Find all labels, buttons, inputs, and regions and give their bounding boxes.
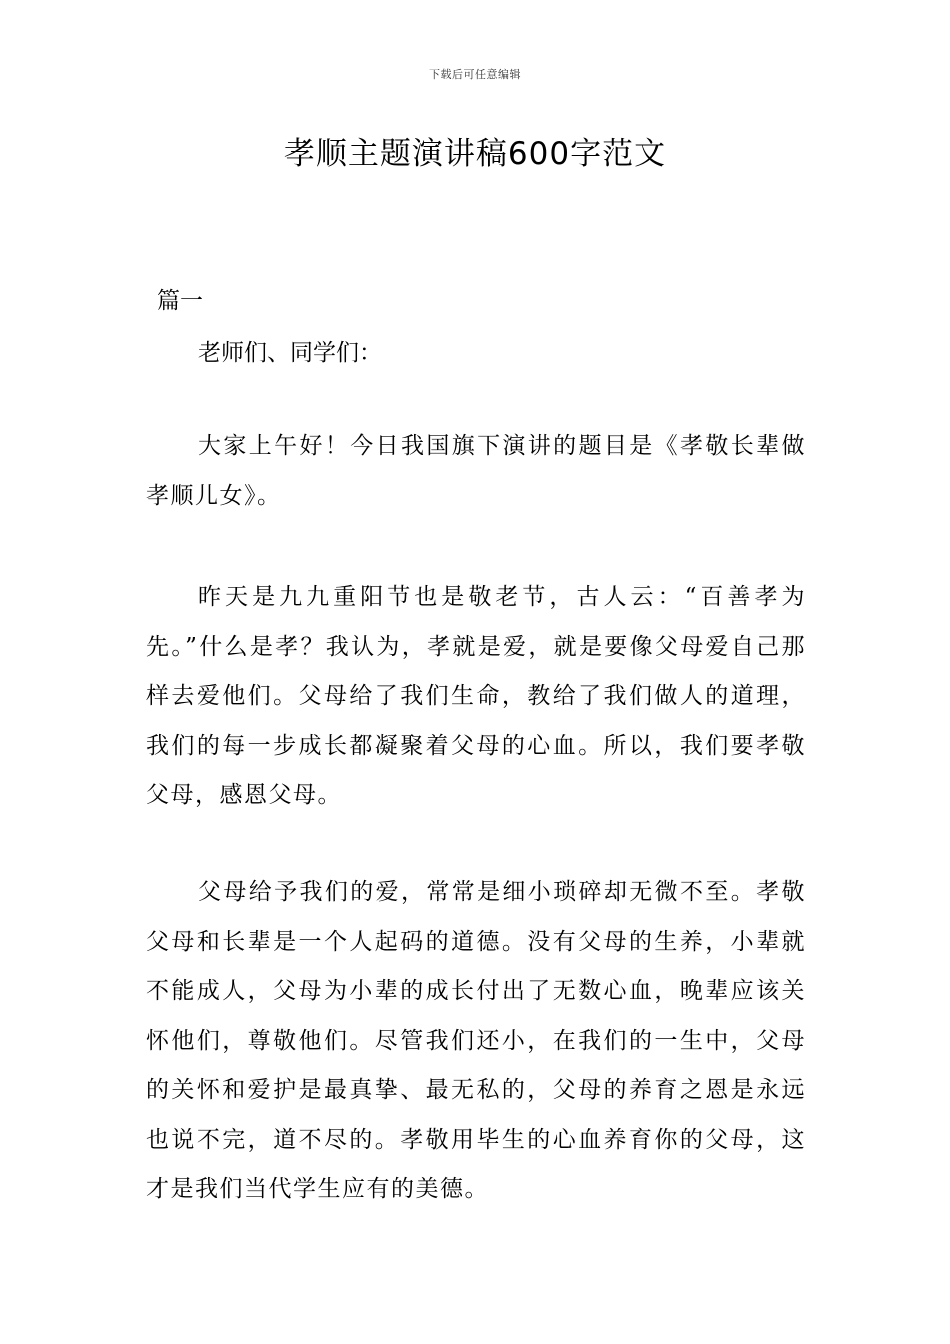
section-label: 篇一 bbox=[157, 288, 203, 314]
paragraph-1: 大家上午好！今日我国旗下演讲的题目是《孝敬长辈做孝顺儿女》。 bbox=[146, 433, 806, 509]
paragraph-2: 昨天是九九重阳节也是敬老节，古人云：“百善孝为先。”什么是孝？我认为，孝就是爱，就是要像父母爱自己那样去爱他们。父母给了我们生命，教给了我们做人的道理，我们的每一步成长都凝聚着父母的心血。所以，我们要孝敬父母，感恩父母。 bbox=[146, 584, 806, 808]
paragraph-3: 父母给予我们的爱，常常是细小琐碎却无微不至。孝敬父母和长辈是一个人起码的道德。没有父母的生养，小辈就不能成人，父母为小辈的成长付出了无数心血，晚辈应该关怀他们，尊敬他们。尽管我们还小，在我们的一生中，父母的关怀和爱护是最真挚、最无私的，父母的养育之恩是永远也说不完，道不尽的。孝敬用毕生的心血养育你的父母，这才是我们当代学生应有的美德。 bbox=[146, 879, 806, 1202]
salutation: 老师们、同学们： bbox=[198, 340, 382, 366]
document-title: 孝顺主题演讲稿600字范文 bbox=[283, 136, 667, 172]
header-note: 下载后可任意编辑 bbox=[429, 68, 521, 81]
